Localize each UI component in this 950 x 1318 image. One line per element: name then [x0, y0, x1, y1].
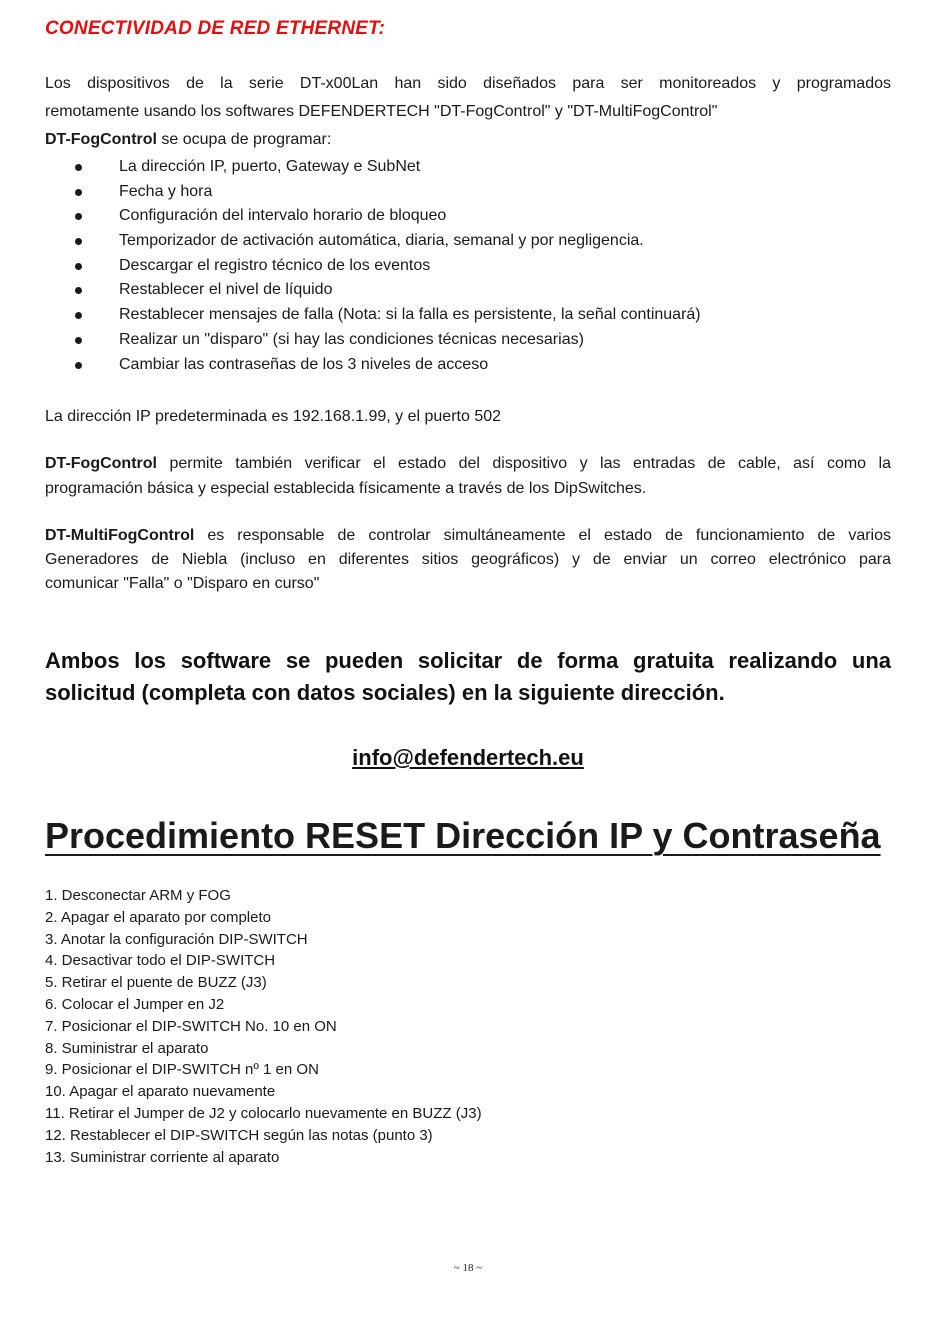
list-item: 12. Restablecer el DIP-SWITCH según las notas (punto 3)	[45, 1126, 433, 1144]
list-item: 2. Apagar el aparato por completo	[45, 908, 271, 926]
fogcontrol-intro-text: se ocupa de programar:	[156, 131, 332, 148]
list-item: Realizar un "disparo" (si hay las condiciones técnicas necesarias)	[45, 328, 891, 353]
request-line-1: Ambos los software se pueden solicitar de forma gratuita realizando una	[45, 648, 891, 673]
list-item: 1. Desconectar ARM y FOG	[45, 887, 231, 904]
bullet-icon	[75, 164, 82, 171]
intro-line-1: Los dispositivos de la serie DT-x00Lan han sido diseñados para ser monitoreados y programados	[45, 75, 891, 92]
multifog-para-line-3: comunicar "Falla" o "Disparo en curso"	[45, 575, 320, 592]
fogcontrol-name: DT-FogControl	[45, 131, 157, 148]
feature-list	[45, 155, 891, 377]
multifog-para-line-1: DT-MultiFogControl es responsable de controlar simultáneamente el estado de funcionamiento de varios	[45, 527, 891, 544]
page-number: ~ 18 ~	[453, 1262, 483, 1274]
bullet-icon	[75, 337, 82, 344]
list-item: La dirección IP, puerto, Gateway e SubNet	[45, 155, 891, 180]
list-item: 3. Anotar la configuración DIP-SWITCH	[45, 930, 308, 948]
bullet-icon	[75, 189, 82, 196]
bullet-icon	[75, 287, 82, 294]
list-item: 10. Apagar el aparato nuevamente	[45, 1083, 276, 1101]
list-item: 8. Suministrar el aparato	[45, 1039, 209, 1057]
reset-steps	[45, 885, 482, 1168]
list-item: 9. Posicionar el DIP-SWITCH nº 1 en ON	[45, 1061, 319, 1079]
list-item: Temporizador de activación automática, diaria, semanal y por negligencia.	[45, 229, 891, 254]
fogcontrol-para-line-2: programación básica y especial establecida físicamente a través de los DipSwitches.	[45, 480, 647, 497]
list-item: Descargar el registro técnico de los eventos	[45, 254, 891, 279]
list-item: 5. Retirar el puente de BUZZ (J3)	[45, 974, 267, 992]
section-title: CONECTIVIDAD DE RED ETHERNET:	[45, 18, 386, 39]
list-item: 6. Colocar el Jumper en J2	[45, 995, 225, 1013]
list-item: 13. Suministrar corriente al aparato	[45, 1148, 280, 1166]
bullet-icon	[75, 362, 82, 369]
bullet-icon	[75, 312, 82, 319]
reset-heading: Procedimiento RESET Dirección IP y Contraseña	[45, 815, 881, 856]
bullet-icon	[75, 213, 82, 220]
intro-line-2: remotamente usando los softwares DEFENDERTECH "DT-FogControl" y "DT-MultiFogControl"	[45, 103, 718, 120]
list-item: Cambiar las contraseñas de los 3 niveles de acceso	[45, 353, 891, 378]
fogcontrol-para-line-1: DT-FogControl permite también verificar el estado del dispositivo y las entradas de cable, así como la	[45, 455, 891, 472]
list-item: Restablecer el nivel de líquido	[45, 278, 891, 303]
fogcontrol-name: DT-FogControl	[45, 455, 157, 472]
list-item: Configuración del intervalo horario de bloqueo	[45, 204, 891, 229]
list-item: 4. Desactivar todo el DIP-SWITCH	[45, 952, 276, 970]
list-item: 11. Retirar el Jumper de J2 y colocarlo nuevamente en BUZZ (J3)	[45, 1104, 482, 1122]
list-item: Restablecer mensajes de falla (Nota: si la falla es persistente, la señal continuará)	[45, 303, 891, 328]
request-line-2: solicitud (completa con datos sociales) en la siguiente dirección.	[45, 680, 725, 705]
fogcontrol-intro	[45, 128, 891, 153]
bullet-icon	[75, 263, 82, 270]
default-ip-text: La dirección IP predeterminada es 192.168.1.99, y el puerto 502	[45, 408, 502, 425]
bullet-icon	[75, 238, 82, 245]
list-item: 7. Posicionar el DIP-SWITCH No. 10 en ON	[45, 1017, 337, 1035]
list-item: Fecha y hora	[45, 180, 891, 205]
multifog-name: DT-MultiFogControl	[45, 527, 195, 544]
email-link[interactable]: info@defendertech.eu	[352, 745, 584, 770]
request-text	[45, 645, 891, 709]
multifog-para-line-2: Generadores de Niebla (incluso en diferentes sitios geográficos) y de enviar un correo electrónico para	[45, 551, 891, 568]
